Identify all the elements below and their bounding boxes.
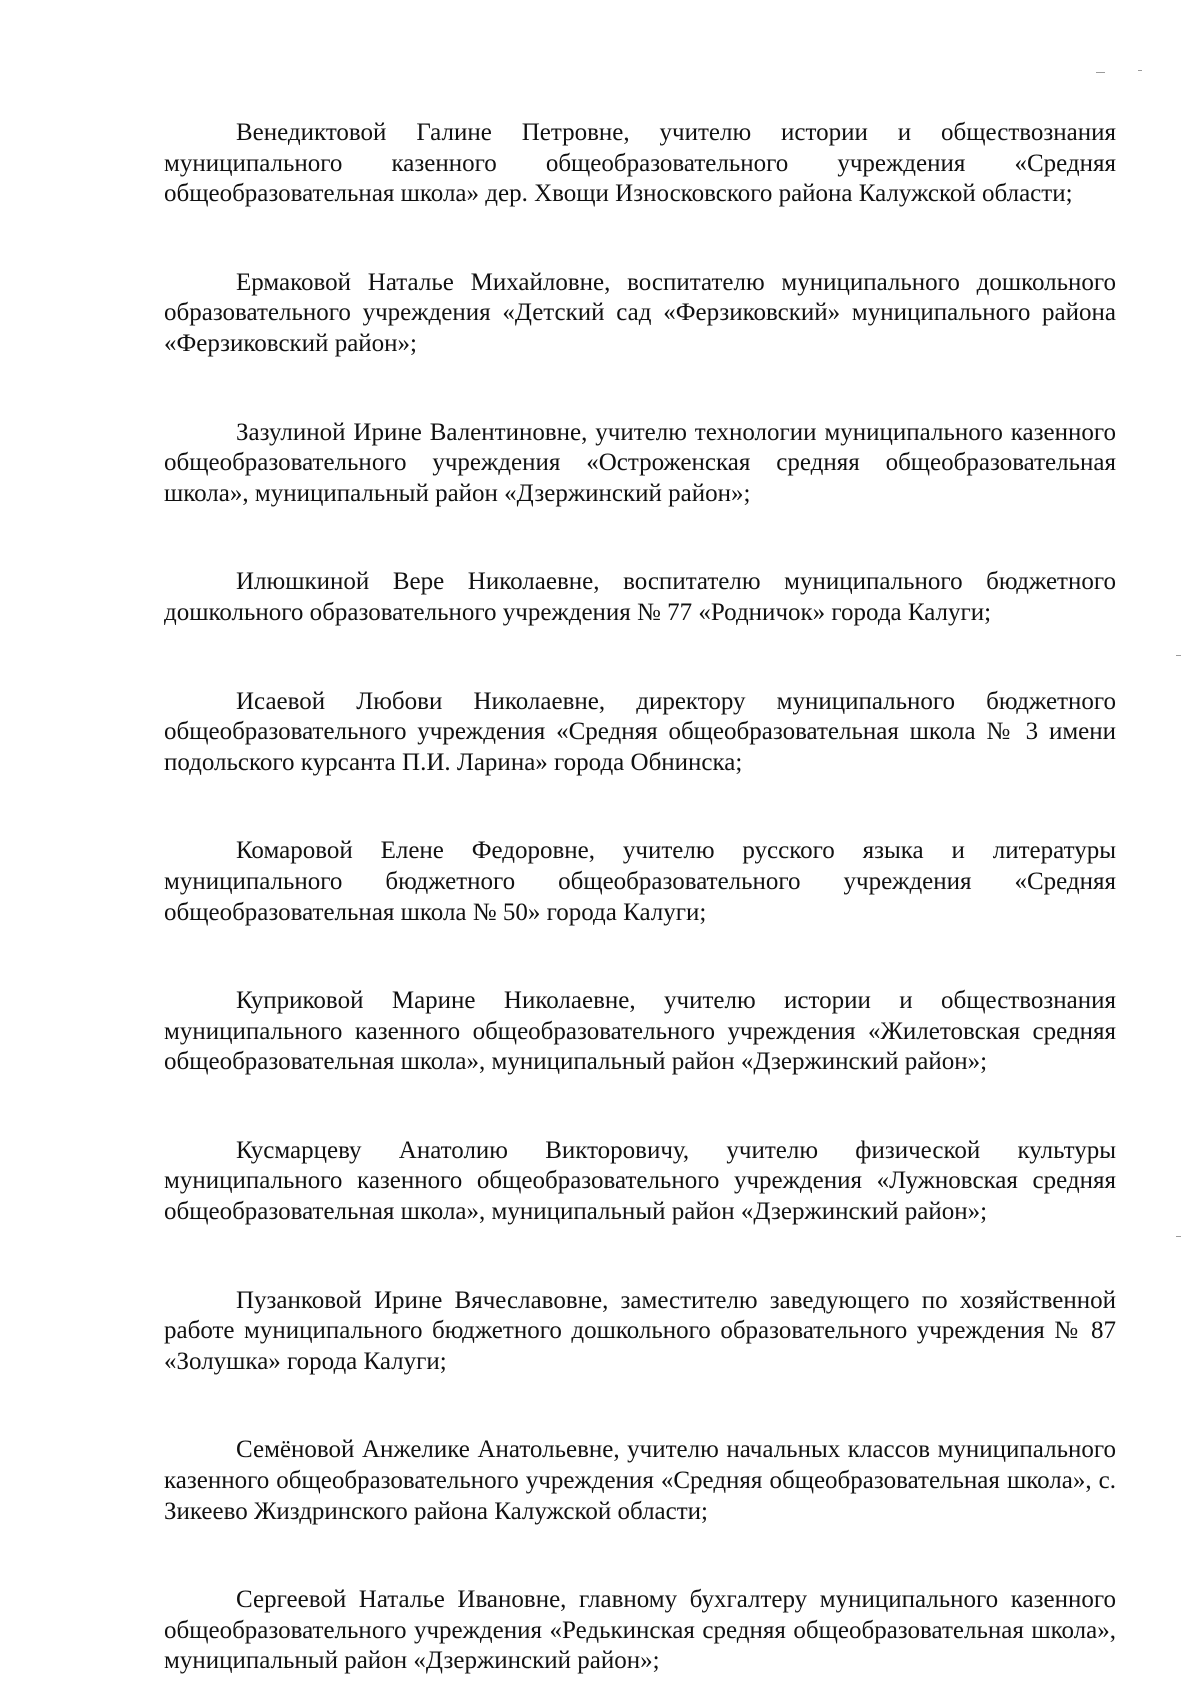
award-recipient-paragraph: Венедиктовой Галине Петровне, учителю истории и обществознания муниципального казенного общеобразовательного учреждения «Средняя общеобразовательная школа» дер. Хвощи Износковского района Калужской области; xyxy=(164,119,1116,208)
award-recipient-paragraph: Сергеевой Наталье Ивановне, главному бухгалтеру муниципального казенного общеобразовательного учреждения «Редькинская средняя общеобразовательная школа», муниципальный район «Дзержинский район»; xyxy=(164,1586,1116,1675)
award-recipient-paragraph: Зазулиной Ирине Валентиновне, учителю технологии муниципального казенного общеобразовательного учреждения «Остроженская средняя общеобразовательная школа», муниципальный район «Дзержинский район»; xyxy=(164,418,1116,507)
scan-artifact-mark xyxy=(1176,1236,1181,1237)
document-body xyxy=(164,118,1116,1677)
award-recipient-paragraph: Семёновой Анжелике Анатольевне, учителю начальных классов муниципального казенного общеобразовательного учреждения «Средняя общеобразовательная школа», с. Зикеево Жиздринского района Калужской области; xyxy=(164,1436,1116,1525)
award-recipient-paragraph: Илюшкиной Вере Николаевне, воспитателю муниципального бюджетного дошкольного образовательного учреждения № 77 «Родничок» города Калуги; xyxy=(164,568,1116,626)
award-recipient-paragraph: Ермаковой Наталье Михайловне, воспитателю муниципального дошкольного образовательного учреждения «Детский сад «Ферзиковский» муниципального района «Ферзиковский район»; xyxy=(164,268,1116,357)
award-recipient-paragraph: Кусмарцеву Анатолию Викторовичу, учителю физической культуры муниципального казенного общеобразовательного учреждения «Лужновская средняя общеобразовательная школа», муниципальный район «Дзержинский район»; xyxy=(164,1136,1116,1226)
award-recipient-paragraph: Исаевой Любови Николаевне, директору муниципального бюджетного общеобразовательного учреждения «Средняя общеобразовательная школа № 3 имени подольского курсанта П.И. Ларина» города Обнинска; xyxy=(164,687,1116,776)
award-recipient-paragraph: Куприковой Марине Николаевне, учителю истории и обществознания муниципального казенного общеобразовательного учреждения «Жилетовская средняя общеобразовательная школа», муниципальный район «Дзержинский район»; xyxy=(164,987,1116,1076)
award-recipient-paragraph: Пузанковой Ирине Вячеславовне, заместителю заведующего по хозяйственной работе муниципального бюджетного дошкольного образовательного учреждения № 87 «Золушка» города Калуги; xyxy=(164,1286,1116,1375)
scan-artifact-mark xyxy=(1176,655,1181,656)
scan-artifact-mark xyxy=(1138,70,1142,71)
scan-artifact-mark xyxy=(1096,72,1105,73)
award-recipient-paragraph: Комаровой Елене Федоровне, учителю русского языка и литературы муниципального бюджетного общеобразовательного учреждения «Средняя общеобразовательная школа № 50» города Калуги; xyxy=(164,837,1116,926)
